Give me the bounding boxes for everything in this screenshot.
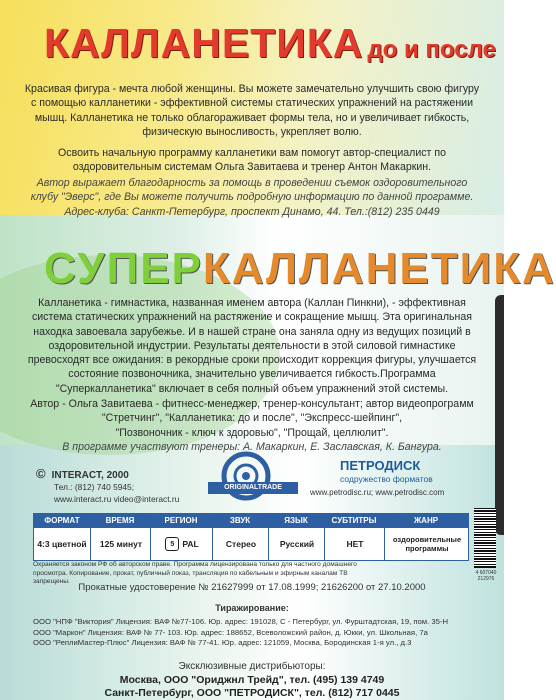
copyright-notice: Охраняется законом РФ об авторском праве. Программа лицензирована только для частного домашнего просмотра. Копирование, прокат, публичный показ, трансляция по кабельным и эфирным каналам ТВ запрещены. <box>33 561 357 586</box>
spec-header-genre: ЖАНР <box>413 516 439 525</box>
spec-value-format: 4:3 цветной <box>37 539 87 549</box>
mid-paragraph-1: Калланетика - гимнастика, названная именем автора (Каллан Пинкни), - эффективная система статических упражнений на растяжение и сокращение мышц. Эта оригинальная находка завоевала зарубежье. И в нашей стране она заняла одну из ведущих позиций в оздоровительной индустрии. Результаты деятельности в этой силовой гимнастике превосходят все ожидания: в рекордные сроки происходит коррекция фигуры, улучшается состояние позвоночника, значительно увеличивается гибкость.Программа "Суперкалланетика" включает в себя полный объем упражнений этой системы. <box>27 297 477 395</box>
contact-web: www.interact.ru video@interact.ru <box>54 494 180 504</box>
title-callanetics-orange: КАЛЛАНЕТИКА <box>202 244 556 293</box>
spec-value-time: 125 минут <box>90 528 151 560</box>
interact-text: INTERACT, 2000 <box>51 470 129 481</box>
distributors-heading: Эксклюзивные дистрибьюторы: <box>178 661 326 672</box>
title-super: СУПЕР <box>44 244 203 293</box>
spec-header-language: ЯЗЫК <box>284 516 308 525</box>
license-line: Прокатные удостоверение № 21627999 от 17.08.1999; 21626200 от 27.10.2000 <box>78 582 426 593</box>
spec-header-time: ВРЕМЯ <box>105 516 135 525</box>
distributor-item: Санкт-Петербург, ООО "ПЕТРОДИСК", тел. (812) 717 0445 <box>104 686 400 699</box>
top-paragraph-3: Автор выражает благодарность за помощь в проведении съемок оздоровительного клубу "Эверс", где Вы можете получить подробную информацию по данной программе. Адрес-клуба: Санкт-Петербург, проспект Динамо, 44. Тел.:(812) 235 0449 <box>30 177 474 218</box>
replication-item: ООО "Маркон" Лицензия: ВАФ № 77- 103. Юр. адрес: 188652, Всеволожский район, д. Юкки, ул. Школьная, 7а <box>33 627 428 637</box>
title-supercallanetics <box>44 244 556 294</box>
barcode-number: 4 607040 212976 <box>475 570 497 582</box>
spec-header-format: ФОРМАТ <box>44 516 80 525</box>
replication-item: ООО "РеплиМастер-Плюс" Лицензия: ВАФ № 77-41. Юр. адрес: 121059, Москва, Бородинская 1-я ул., д.3 <box>33 638 412 648</box>
distributors-list <box>0 674 504 699</box>
mid-paragraph-2: Автор - Ольга Завитаева - фитнесс-менеджер, тренер-консультант; автор видеопрограмм "Стретчинг", "Калланетика: до и после", "Экспресс-шейпинг", "Позвоночник - ключ к здоровью", "Прощай, целлюлит". <box>30 398 474 439</box>
petrodisk-url: www.petrodisc.ru; www.petrodisc.com <box>310 488 445 497</box>
interact-brand <box>36 466 129 481</box>
title-callanetics <box>44 20 496 80</box>
replication-heading: Тиражирование: <box>215 603 289 613</box>
replication-list <box>33 617 448 649</box>
mid-paragraph-3: В программе участвуют тренеры: А. Макаркин, Е. Заславская, К. Бангура. <box>62 441 442 453</box>
spec-header-subtitles: СУБТИТРЫ <box>331 516 377 525</box>
interact-contacts <box>54 481 179 505</box>
case-edge-tab <box>495 295 504 535</box>
petrodisk-tagline: содружество форматов <box>340 474 433 484</box>
spec-value-subtitles: НЕТ <box>324 528 385 560</box>
spec-value-genre: оздоровительные программы <box>384 528 469 560</box>
top-paragraph-2: Освоить начальную программу калланетики вам помогут автор-специалист по оздоровительным системам Ольга Завитаева и тренер Антон Макаркин. <box>58 147 446 174</box>
spec-value-sound: Стерео <box>212 528 269 560</box>
spec-header-region: РЕГИОН <box>164 516 198 525</box>
title-sub: до и после <box>367 36 496 63</box>
spec-value-language: Русский <box>268 528 325 560</box>
original-trade-label: ORIGINALTRADE <box>208 482 298 494</box>
region-disc-icon: 5 <box>165 537 179 551</box>
spec-table <box>33 513 469 561</box>
barcode-icon <box>474 508 496 568</box>
contact-phone: Тел.: (812) 740 5945; <box>54 482 135 492</box>
replication-item: ООО "НПФ "Виктория" Лицензия: ВАФ №77-106. Юр. адрес: 191028, С - Петербург, ул. Фурштадтская, 19, пом. 35-Н <box>33 617 449 626</box>
spec-value-region: 5 PAL <box>150 528 213 560</box>
title-main: КАЛЛАНЕТИКА <box>44 20 364 66</box>
top-paragraph-1: Красивая фигура - мечта любой женщины. Вы можете замечательно улучшить свою фигуру с помощью калланетики - эффективной системы статических упражнений на растяжении мышц. Калланетика не только облагораживает формы тела, но и увеличивает гибкость, физическую выносливость, укрепляет волю. <box>24 83 480 138</box>
spec-header-sound: ЗВУК <box>229 516 251 525</box>
petrodisk-logo: ПЕТРОДИСК <box>340 458 421 473</box>
copyright-icon: © <box>36 466 46 481</box>
original-trade-logo-icon <box>216 450 276 506</box>
distributor-item: Москва, ООО "Ориджнл Трейд", тел. (495) 139 4749 <box>119 674 385 686</box>
